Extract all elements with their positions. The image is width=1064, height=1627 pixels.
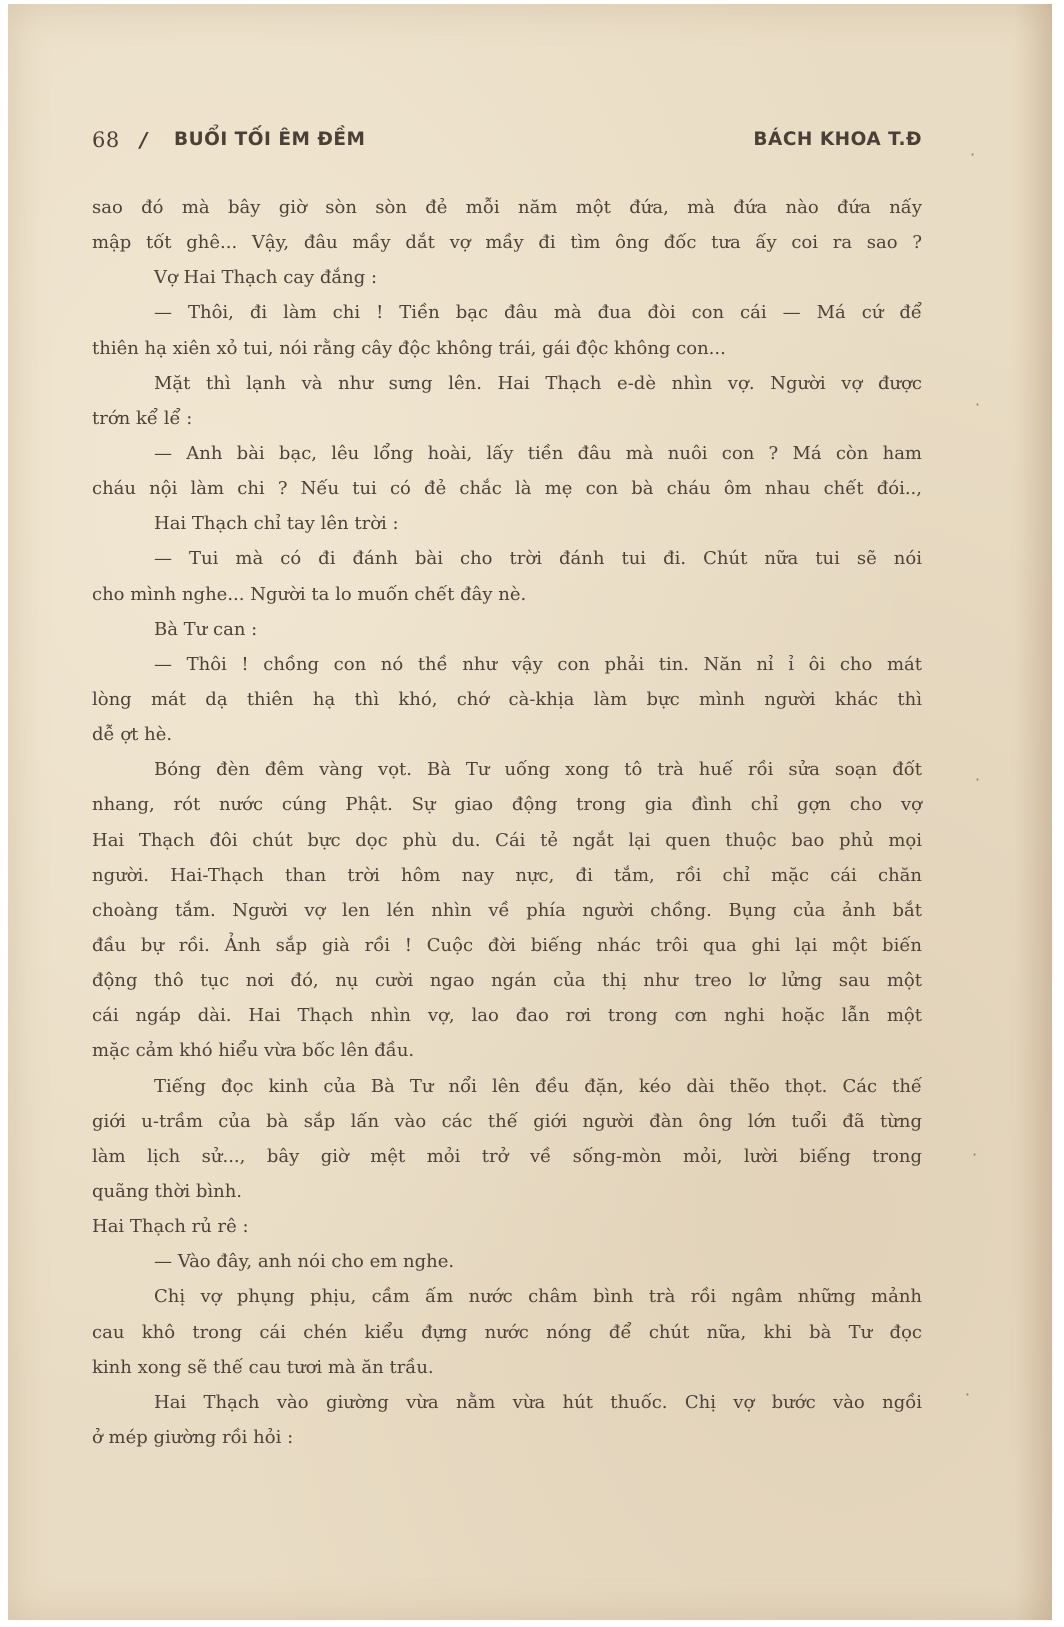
text-line: Mặt thì lạnh và như sưng lên. Hai Thạch e-dè nhìn vợ. Người vợ được bbox=[154, 372, 922, 394]
text-line: mập tốt ghê... Vậy, đâu mầy dắt vợ mầy đi tìm ông đốc tưa ấy coi ra sao ? bbox=[92, 232, 922, 254]
text-line: mặc cảm khó hiểu vừa bốc lên đầu. bbox=[92, 1040, 415, 1062]
running-header bbox=[92, 128, 922, 158]
body-text bbox=[92, 190, 922, 1455]
margin-speck: · bbox=[975, 395, 981, 414]
series-title: BUỔI TỐI ÊM ĐỀM bbox=[174, 129, 366, 150]
text-line: cái ngáp dài. Hai Thạch nhìn vợ, lao đao rơi trong cơn nghi hoặc lẫn một bbox=[92, 1005, 922, 1027]
text-line: Hai Thạch đôi chút bực dọc phù du. Cái tẻ ngắt lại quen thuộc bao phủ mọi bbox=[92, 829, 922, 851]
journal-name: BÁCH KHOA T.Đ bbox=[753, 129, 922, 150]
margin-speck: · bbox=[975, 770, 981, 789]
text-line: Chị vợ phụng phịu, cầm ấm nước châm bình trà rồi ngâm những mảnh bbox=[154, 1286, 922, 1308]
text-line: Bóng đèn đêm vàng vọt. Bà Tư uống xong tô trà huế rồi sửa soạn đốt bbox=[154, 759, 922, 781]
text-line: ở mép giường rồi hỏi : bbox=[92, 1426, 294, 1448]
text-line: choàng tắm. Người vợ len lén nhìn về phía người chồng. Bụng của ảnh bắt bbox=[92, 899, 922, 921]
text-line: quãng thời bình. bbox=[92, 1180, 243, 1202]
text-line: Tiếng đọc kinh của Bà Tư nổi lên đều đặn, kéo dài thẽo thọt. Các thế bbox=[154, 1075, 922, 1097]
text-line: Hai Thạch rủ rê : bbox=[92, 1216, 249, 1238]
text-line: — Thôi, đi làm chi ! Tiền bạc đâu mà đua đòi con cái — Má cứ để bbox=[154, 302, 922, 324]
text-line: — Anh bài bạc, lêu lổng hoài, lấy tiền đâu mà nuôi con ? Má còn ham bbox=[154, 442, 922, 464]
text-line: dễ ợt hè. bbox=[92, 724, 173, 746]
page-number: 68 bbox=[92, 128, 120, 152]
text-line: đầu bự rồi. Ảnh sắp già rồi ! Cuộc đời biếng nhác trôi qua ghi lại một biến bbox=[92, 934, 922, 956]
margin-speck: · bbox=[965, 1385, 971, 1404]
text-line: động thô tục nơi đó, nụ cười ngao ngán của thị như treo lơ lửng sau một bbox=[92, 970, 922, 992]
text-line: — Thôi ! chồng con nó thề như vậy con phải tin. Năn nỉ ỉ ôi cho mát bbox=[154, 653, 922, 675]
text-line: làm lịch sử..., bây giờ mệt mỏi trở về sống-mòn mỏi, lười biếng trong bbox=[92, 1145, 922, 1167]
text-line: lòng mát dạ thiên hạ thì khó, chớ cà-khịa làm bực mình người khác thì bbox=[92, 688, 922, 710]
text-line: giới u-trầm của bà sắp lấn vào các thế giới người đàn ông lớn tuổi đã từng bbox=[92, 1110, 922, 1132]
text-line: cho mình nghe... Người ta lo muốn chết đây nè. bbox=[92, 583, 527, 605]
text-line: — Tui mà có đi đánh bài cho trời đánh tui đi. Chút nữa tui sẽ nói bbox=[154, 548, 922, 570]
text-line: thiên hạ xiên xỏ tui, nói rằng cây độc không trái, gái độc không con... bbox=[92, 337, 726, 359]
text-line: — Vào đây, anh nói cho em nghe. bbox=[154, 1251, 455, 1273]
text-line: kinh xong sẽ thế cau tươi mà ăn trầu. bbox=[92, 1356, 434, 1378]
text-line: Bà Tư can : bbox=[154, 618, 258, 640]
text-line: người. Hai-Thạch than trời hôm nay nực, đi tắm, rồi chỉ mặc cái chăn bbox=[92, 864, 922, 886]
text-line: cau khô trong cái chén kiểu đựng nước nóng để chút nữa, khi bà Tư đọc bbox=[92, 1321, 922, 1343]
text-line: Vợ Hai Thạch cay đắng : bbox=[154, 267, 378, 289]
text-line: trớn kể lể : bbox=[92, 407, 193, 429]
margin-speck: · bbox=[972, 1145, 978, 1164]
margin-speck: · bbox=[970, 145, 976, 164]
text-line: sao đó mà bây giờ sòn sòn đẻ mỗi năm một đứa, mà đứa nào đứa nấy bbox=[92, 197, 922, 218]
text-line: nhang, rót nước cúng Phật. Sự giao động trong gia đình chỉ gợn cho vợ bbox=[92, 794, 922, 816]
text-line: Hai Thạch chỉ tay lên trời : bbox=[154, 513, 399, 535]
header-separator: / bbox=[140, 128, 148, 152]
page-edge-shadow bbox=[1014, 4, 1052, 1620]
text-line: cháu nội làm chi ? Nếu tui có đẻ chắc là mẹ con bà cháu ôm nhau chết đói.., bbox=[92, 478, 922, 500]
text-line: Hai Thạch vào giường vừa nằm vừa hút thuốc. Chị vợ bước vào ngồi bbox=[154, 1391, 922, 1413]
